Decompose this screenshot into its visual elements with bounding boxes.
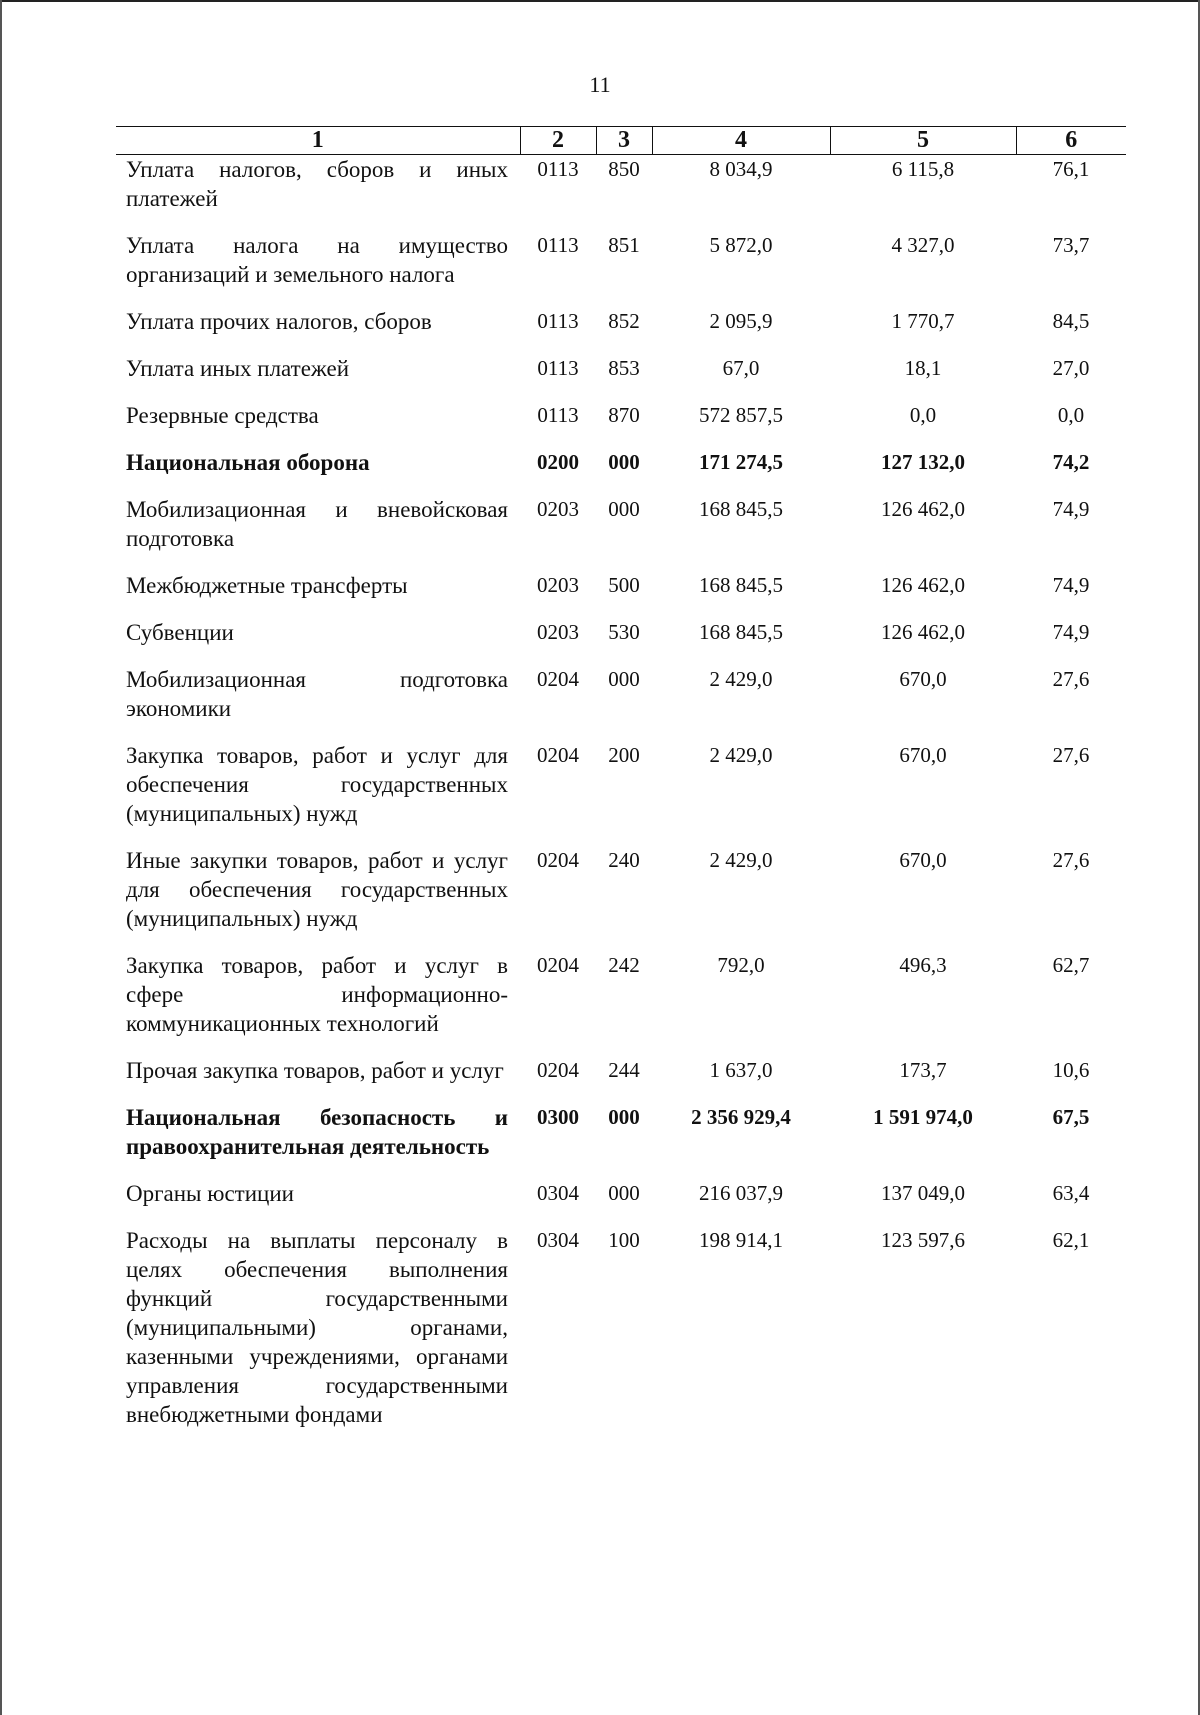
row-value-4: 1 637,0 bbox=[709, 1058, 773, 1082]
row-value-5: 126 462,0 bbox=[881, 573, 965, 597]
row-type-code: 000 bbox=[608, 667, 640, 691]
row-percent: 27,6 bbox=[1052, 848, 1090, 872]
row-value-5: 127 132,0 bbox=[881, 450, 965, 474]
table-row bbox=[116, 307, 1126, 354]
row-percent: 74,2 bbox=[1052, 450, 1090, 474]
row-value-5: 670,0 bbox=[899, 667, 947, 691]
row-value-4: 171 274,5 bbox=[699, 450, 783, 474]
row-value-5: 126 462,0 bbox=[881, 497, 965, 521]
row-section-code: 0300 bbox=[537, 1105, 579, 1129]
row-percent: 63,4 bbox=[1052, 1181, 1090, 1205]
row-percent: 73,7 bbox=[1052, 233, 1090, 257]
row-name: Национальная оборона bbox=[126, 450, 370, 475]
header-col-5: 5 bbox=[830, 127, 1016, 155]
table-row bbox=[116, 665, 1126, 741]
row-value-5: 126 462,0 bbox=[881, 620, 965, 644]
row-percent: 84,5 bbox=[1052, 309, 1090, 333]
row-value-5: 4 327,0 bbox=[891, 233, 955, 257]
row-value-4: 2 429,0 bbox=[709, 743, 773, 767]
row-value-4: 168 845,5 bbox=[699, 573, 783, 597]
row-type-code: 500 bbox=[608, 573, 640, 597]
row-name: Субвенции bbox=[126, 620, 234, 645]
row-section-code: 0304 bbox=[537, 1181, 579, 1205]
row-value-4: 2 095,9 bbox=[709, 309, 773, 333]
row-type-code: 100 bbox=[608, 1228, 640, 1252]
row-value-4: 572 857,5 bbox=[699, 403, 783, 427]
row-name: Уплата налогов, сборов и иных платежей bbox=[126, 157, 508, 211]
row-name: Мобилизационная и вневойсковая подготовка bbox=[126, 497, 508, 551]
row-value-5: 173,7 bbox=[899, 1058, 947, 1082]
row-section-code: 0204 bbox=[537, 1058, 579, 1082]
row-value-5: 670,0 bbox=[899, 848, 947, 872]
row-value-4: 2 429,0 bbox=[709, 667, 773, 691]
table-row bbox=[116, 571, 1126, 618]
scan-edge-left bbox=[0, 0, 2, 1715]
row-name: Национальная безопасность и правоохранительная деятельность bbox=[126, 1105, 508, 1159]
row-value-4: 67,0 bbox=[722, 356, 760, 380]
row-percent: 76,1 bbox=[1052, 157, 1090, 181]
row-value-4: 2 356 929,4 bbox=[691, 1105, 791, 1129]
row-percent: 10,6 bbox=[1052, 1058, 1090, 1082]
row-type-code: 000 bbox=[608, 450, 640, 474]
row-percent: 74,9 bbox=[1052, 620, 1090, 644]
row-value-4: 168 845,5 bbox=[699, 497, 783, 521]
row-percent: 27,0 bbox=[1052, 356, 1090, 380]
header-col-6: 6 bbox=[1016, 127, 1126, 155]
row-value-4: 792,0 bbox=[717, 953, 765, 977]
row-section-code: 0204 bbox=[537, 953, 579, 977]
row-section-code: 0203 bbox=[537, 620, 579, 644]
row-value-4: 168 845,5 bbox=[699, 620, 783, 644]
row-percent: 27,6 bbox=[1052, 743, 1090, 767]
row-value-4: 5 872,0 bbox=[709, 233, 773, 257]
row-type-code: 242 bbox=[608, 953, 640, 977]
table-row bbox=[116, 155, 1126, 232]
row-section-code: 0113 bbox=[537, 403, 579, 427]
row-value-4: 216 037,9 bbox=[699, 1181, 783, 1205]
row-percent: 27,6 bbox=[1052, 667, 1090, 691]
table-row bbox=[116, 354, 1126, 401]
row-type-code: 240 bbox=[608, 848, 640, 872]
header-col-4: 4 bbox=[652, 127, 830, 155]
table-row bbox=[116, 1056, 1126, 1103]
table-row bbox=[116, 1226, 1126, 1447]
row-percent: 62,1 bbox=[1052, 1228, 1090, 1252]
row-value-4: 2 429,0 bbox=[709, 848, 773, 872]
row-section-code: 0204 bbox=[537, 848, 579, 872]
row-section-code: 0203 bbox=[537, 573, 579, 597]
row-name: Иные закупки товаров, работ и услуг для обеспечения государственных (муниципальных) нужд bbox=[126, 848, 508, 931]
row-section-code: 0113 bbox=[537, 356, 579, 380]
row-name: Закупка товаров, работ и услуг для обеспечения государственных (муниципальных) нужд bbox=[126, 743, 508, 826]
row-percent: 62,7 bbox=[1052, 953, 1090, 977]
row-type-code: 000 bbox=[608, 1181, 640, 1205]
row-section-code: 0113 bbox=[537, 309, 579, 333]
table-row bbox=[116, 951, 1126, 1056]
row-value-5: 0,0 bbox=[909, 403, 937, 427]
row-type-code: 000 bbox=[608, 1105, 640, 1129]
row-percent: 74,9 bbox=[1052, 573, 1090, 597]
row-type-code: 000 bbox=[608, 497, 640, 521]
row-type-code: 852 bbox=[608, 309, 640, 333]
page-number: 11 bbox=[589, 72, 611, 97]
row-value-5: 670,0 bbox=[899, 743, 947, 767]
row-value-5: 6 115,8 bbox=[891, 157, 955, 181]
scan-edge-top bbox=[0, 0, 1200, 2]
table-header bbox=[116, 127, 1126, 155]
row-section-code: 0113 bbox=[537, 157, 579, 181]
row-name: Прочая закупка товаров, работ и услуг bbox=[126, 1058, 504, 1083]
table-row bbox=[116, 1179, 1126, 1226]
row-value-4: 198 914,1 bbox=[699, 1228, 783, 1252]
row-value-5: 18,1 bbox=[904, 356, 942, 380]
table-row bbox=[116, 231, 1126, 307]
row-section-code: 0204 bbox=[537, 743, 579, 767]
row-type-code: 850 bbox=[608, 157, 640, 181]
row-value-5: 123 597,6 bbox=[881, 1228, 965, 1252]
row-name: Уплата иных платежей bbox=[126, 356, 350, 381]
table-row bbox=[116, 401, 1126, 448]
row-name: Закупка товаров, работ и услуг в сфере информационно-коммуникационных технологий bbox=[126, 953, 508, 1036]
row-value-5: 1 591 974,0 bbox=[873, 1105, 973, 1129]
row-name: Резервные средства bbox=[126, 403, 319, 428]
row-type-code: 530 bbox=[608, 620, 640, 644]
row-type-code: 851 bbox=[608, 233, 640, 257]
table-row bbox=[116, 741, 1126, 846]
header-col-3: 3 bbox=[596, 127, 652, 155]
budget-table bbox=[116, 126, 1126, 1447]
row-type-code: 853 bbox=[608, 356, 640, 380]
row-name: Уплата налога на имущество организаций и земельного налога bbox=[126, 233, 508, 287]
row-type-code: 200 bbox=[608, 743, 640, 767]
table-row bbox=[116, 618, 1126, 665]
row-value-5: 1 770,7 bbox=[891, 309, 955, 333]
row-value-4: 8 034,9 bbox=[709, 157, 773, 181]
row-name: Мобилизационная подготовка экономики bbox=[126, 667, 508, 721]
row-type-code: 870 bbox=[608, 403, 640, 427]
row-type-code: 244 bbox=[608, 1058, 640, 1082]
row-value-5: 496,3 bbox=[899, 953, 947, 977]
row-name: Органы юстиции bbox=[126, 1181, 294, 1206]
row-percent: 67,5 bbox=[1052, 1105, 1090, 1129]
row-name: Уплата прочих налогов, сборов bbox=[126, 309, 432, 334]
row-section-code: 0200 bbox=[537, 450, 579, 474]
table-row bbox=[116, 846, 1126, 951]
header-col-1: 1 bbox=[116, 127, 520, 155]
table-row bbox=[116, 495, 1126, 571]
row-section-code: 0304 bbox=[537, 1228, 579, 1252]
row-percent: 0,0 bbox=[1057, 403, 1085, 427]
row-value-5: 137 049,0 bbox=[881, 1181, 965, 1205]
table-body bbox=[116, 155, 1126, 1448]
row-name: Межбюджетные трансферты bbox=[126, 573, 408, 598]
table-row bbox=[116, 1103, 1126, 1179]
row-section-code: 0203 bbox=[537, 497, 579, 521]
row-percent: 74,9 bbox=[1052, 497, 1090, 521]
row-name: Расходы на выплаты персоналу в целях обеспечения выполнения функций государственными (муниципальными) органами, казенными учреждениями, органами управления государственными внебюджетными фондами bbox=[126, 1228, 508, 1427]
header-row bbox=[116, 127, 1126, 155]
row-section-code: 0113 bbox=[537, 233, 579, 257]
row-section-code: 0204 bbox=[537, 667, 579, 691]
header-col-2: 2 bbox=[520, 127, 596, 155]
table-row bbox=[116, 448, 1126, 495]
